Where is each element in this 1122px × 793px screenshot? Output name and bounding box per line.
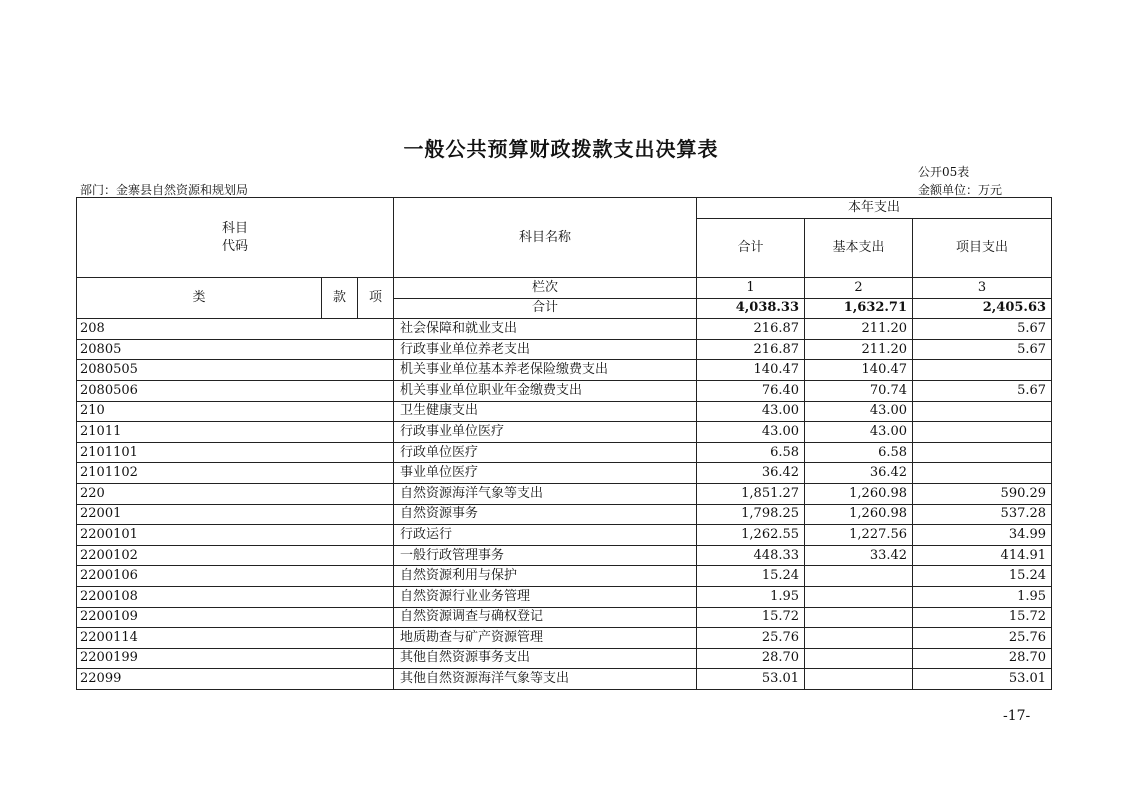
basic-cell: 1,260.98	[805, 483, 913, 504]
basic-cell: 1,260.98	[805, 504, 913, 525]
subject-code-cell: 2200109	[77, 607, 394, 628]
basic-cell: 211.20	[805, 339, 913, 360]
total-cell: 53.01	[697, 669, 805, 690]
project-cell: 5.67	[913, 380, 1052, 401]
project-cell	[913, 360, 1052, 381]
total-cell: 36.42	[697, 463, 805, 484]
project-header: 项目支出	[913, 219, 1052, 278]
subject-code-line1: 科目	[222, 220, 249, 236]
total-cell: 25.76	[697, 628, 805, 649]
kuan-header: 款	[322, 278, 358, 319]
project-cell	[913, 401, 1052, 422]
subject-name-cell: 自然资源行业业务管理	[394, 586, 697, 607]
subject-code-cell: 2200199	[77, 648, 394, 669]
sum-project: 2,405.63	[913, 298, 1052, 319]
table-row	[77, 463, 1052, 484]
basic-cell: 43.00	[805, 401, 913, 422]
table-row	[77, 504, 1052, 525]
total-cell: 1,798.25	[697, 504, 805, 525]
basic-cell	[805, 628, 913, 649]
table-row	[77, 319, 1052, 340]
total-cell: 1.95	[697, 586, 805, 607]
table-row	[77, 586, 1052, 607]
department-label: 部门：金寨县自然资源和规划局	[80, 183, 249, 197]
table-row	[77, 360, 1052, 381]
project-cell: 15.24	[913, 566, 1052, 587]
table-row	[77, 380, 1052, 401]
table-row	[77, 401, 1052, 422]
lei-header: 类	[77, 278, 322, 319]
basic-cell: 36.42	[805, 463, 913, 484]
subject-name-cell: 自然资源海洋气象等支出	[394, 483, 697, 504]
project-cell	[913, 422, 1052, 443]
basic-cell	[805, 566, 913, 587]
subject-code-cell: 20805	[77, 339, 394, 360]
subject-code-cell: 2200108	[77, 586, 394, 607]
project-cell: 34.99	[913, 525, 1052, 546]
total-cell: 216.87	[697, 319, 805, 340]
subject-code-cell: 2200106	[77, 566, 394, 587]
table-row	[77, 628, 1052, 649]
basic-cell: 140.47	[805, 360, 913, 381]
subject-code-cell: 208	[77, 319, 394, 340]
total-cell: 15.72	[697, 607, 805, 628]
project-cell: 414.91	[913, 545, 1052, 566]
basic-cell	[805, 586, 913, 607]
subject-code-cell: 22001	[77, 504, 394, 525]
subject-code-header	[77, 198, 394, 278]
project-cell: 5.67	[913, 319, 1052, 340]
project-cell: 590.29	[913, 483, 1052, 504]
total-cell: 76.40	[697, 380, 805, 401]
project-cell	[913, 463, 1052, 484]
unit-label: 金额单位：万元	[918, 183, 1003, 197]
total-cell: 448.33	[697, 545, 805, 566]
basic-cell	[805, 607, 913, 628]
sum-basic: 1,632.71	[805, 298, 913, 319]
basic-cell: 211.20	[805, 319, 913, 340]
subject-code-cell: 2080506	[77, 380, 394, 401]
col-number-1: 1	[697, 278, 805, 299]
page-number: -17-	[1003, 708, 1031, 724]
project-cell: 25.76	[913, 628, 1052, 649]
current-year-header: 本年支出	[697, 198, 1052, 219]
basic-cell: 33.42	[805, 545, 913, 566]
table-row	[77, 525, 1052, 546]
header-row-1	[77, 198, 1052, 219]
subject-name-cell: 行政单位医疗	[394, 442, 697, 463]
project-cell: 15.72	[913, 607, 1052, 628]
subject-name-cell: 其他自然资源海洋气象等支出	[394, 669, 697, 690]
subject-code-cell: 2080505	[77, 360, 394, 381]
subject-code-cell: 2200101	[77, 525, 394, 546]
total-cell: 6.58	[697, 442, 805, 463]
xiang-header: 项	[358, 278, 394, 319]
total-cell: 216.87	[697, 339, 805, 360]
subject-name-cell: 机关事业单位基本养老保险缴费支出	[394, 360, 697, 381]
table-row	[77, 483, 1052, 504]
project-cell: 537.28	[913, 504, 1052, 525]
subject-name-cell: 行政事业单位养老支出	[394, 339, 697, 360]
subject-code-cell: 22099	[77, 669, 394, 690]
project-cell	[913, 442, 1052, 463]
subject-code-cell: 210	[77, 401, 394, 422]
col-number-3: 3	[913, 278, 1052, 299]
table-row	[77, 545, 1052, 566]
total-cell: 43.00	[697, 422, 805, 443]
project-cell: 28.70	[913, 648, 1052, 669]
subject-name-cell: 社会保障和就业支出	[394, 319, 697, 340]
subject-code-cell: 2200114	[77, 628, 394, 649]
table-row	[77, 566, 1052, 587]
table-row	[77, 648, 1052, 669]
total-cell: 28.70	[697, 648, 805, 669]
expenditure-table	[76, 197, 1052, 690]
subject-name-cell: 行政事业单位医疗	[394, 422, 697, 443]
form-number: 公开05表	[918, 165, 970, 179]
basic-cell: 1,227.56	[805, 525, 913, 546]
subject-code-cell: 2101101	[77, 442, 394, 463]
subject-code-cell: 21011	[77, 422, 394, 443]
table-row	[77, 442, 1052, 463]
subject-name-cell: 自然资源事务	[394, 504, 697, 525]
subject-code-cell: 2200102	[77, 545, 394, 566]
subject-name-cell: 机关事业单位职业年金缴费支出	[394, 380, 697, 401]
sum-label: 合计	[394, 298, 697, 319]
table-row	[77, 422, 1052, 443]
total-cell: 1,262.55	[697, 525, 805, 546]
total-cell: 1,851.27	[697, 483, 805, 504]
basic-header: 基本支出	[805, 219, 913, 278]
table-row	[77, 607, 1052, 628]
basic-cell	[805, 648, 913, 669]
subject-name-cell: 事业单位医疗	[394, 463, 697, 484]
subject-name-cell: 其他自然资源事务支出	[394, 648, 697, 669]
subject-name-cell: 自然资源调查与确权登记	[394, 607, 697, 628]
project-cell: 5.67	[913, 339, 1052, 360]
subject-code-line2: 代码	[222, 238, 249, 254]
project-cell: 53.01	[913, 669, 1052, 690]
total-cell: 15.24	[697, 566, 805, 587]
basic-cell	[805, 669, 913, 690]
subject-name-cell: 一般行政管理事务	[394, 545, 697, 566]
lanci-label: 栏次	[394, 278, 697, 299]
subject-name-cell: 地质勘查与矿产资源管理	[394, 628, 697, 649]
project-cell: 1.95	[913, 586, 1052, 607]
subject-code-cell: 2101102	[77, 463, 394, 484]
sum-total: 4,038.33	[697, 298, 805, 319]
total-cell: 43.00	[697, 401, 805, 422]
total-cell: 140.47	[697, 360, 805, 381]
subject-name-header: 科目名称	[394, 198, 697, 278]
page-title: 一般公共预算财政拨款支出决算表	[403, 137, 719, 161]
subject-code-cell: 220	[77, 483, 394, 504]
table-row	[77, 339, 1052, 360]
basic-cell: 70.74	[805, 380, 913, 401]
basic-cell: 43.00	[805, 422, 913, 443]
table-row	[77, 669, 1052, 690]
total-header: 合计	[697, 219, 805, 278]
subject-name-cell: 卫生健康支出	[394, 401, 697, 422]
subject-name-cell: 行政运行	[394, 525, 697, 546]
header-row-3	[77, 278, 1052, 299]
subject-name-cell: 自然资源利用与保护	[394, 566, 697, 587]
basic-cell: 6.58	[805, 442, 913, 463]
col-number-2: 2	[805, 278, 913, 299]
